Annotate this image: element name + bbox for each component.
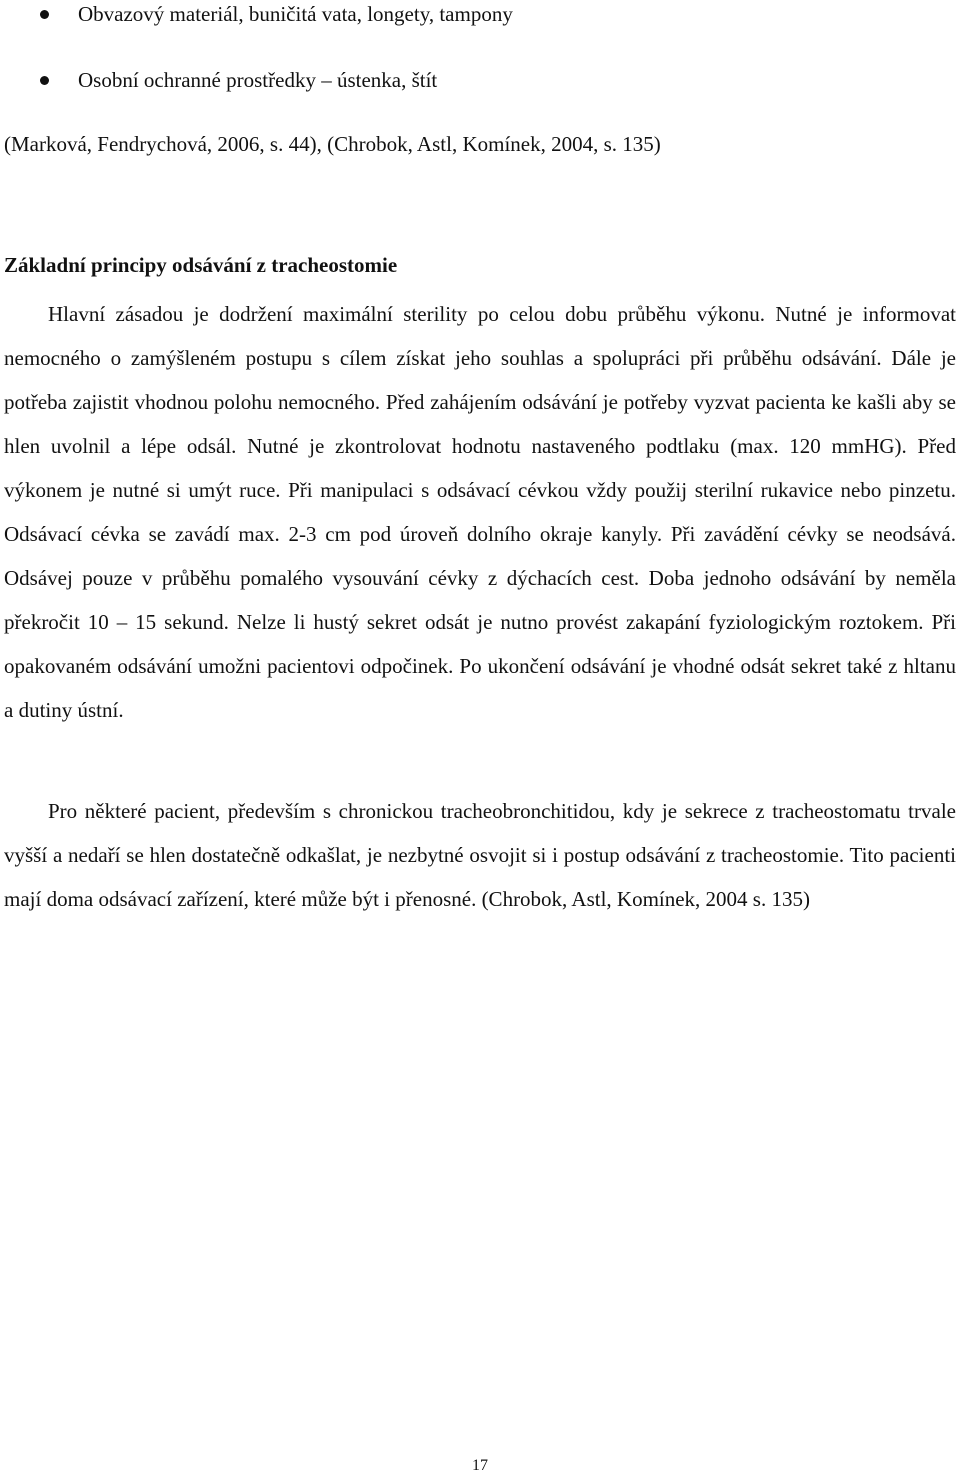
page-number: 17: [472, 1457, 488, 1474]
supply-bullet-list: [0, 0, 960, 132]
citation-text: (Marková, Fendrychová, 2006, s. 44), (Chrobok, Astl, Komínek, 2004, s. 135): [4, 132, 661, 156]
list-item: [0, 0, 960, 66]
list-item-text: Obvazový materiál, buničitá vata, longety, tampony: [78, 2, 513, 26]
body-paragraph: Hlavní zásadou je dodržení maximální sterility po celou dobu průběhu výkonu. Nutné je informovat nemocného o zamýšleném postupu s cílem získat jeho souhlas a spolupráci při průběhu odsávání. Dále je potřeba zajistit vhodnou polohu nemocného. Před zahájením odsávání je potřeby vyzvat pacienta ke kašli aby se hlen uvolnil a lépe odsál. Nutné je zkontrolovat hodnotu nastaveného podtlaku (max. 120 mmHG). Před výkonem je nutné si umýt ruce. Při manipulaci s odsávací cévkou vždy použij sterilní rukavice nebo pinzetu. Odsávací cévka se zavádí max. 2-3 cm pod úroveň dolního okraje kanyly. Při zavádění cévky se neodsává. Odsávej pouze v průběhu pomalého vysouvání cévky z dýchacích cest. Doba jednoho odsávání by neměla překročit 10 – 15 sekund. Nelze li hustý sekret odsát je nutno provést zakapání fyziologickým roztokem. Při opakovaném odsávání umožni pacientovi odpočinek. Po ukončení odsávání je vhodné odsát sekret také z hltanu a dutiny ústní.: [4, 302, 956, 722]
section-heading: Základní principy odsávání z tracheostomie: [4, 253, 398, 277]
body-paragraph: Pro některé pacient, především s chronickou tracheobronchitidou, kdy je sekrece z tracheostomatu trvale vyšší a nedaří se hlen dostatečně odkašlat, je nezbytné osvojit si i postup odsávání z tracheostomie. Tito pacienti mají doma odsávací zařízení, které může být i přenosné. (Chrobok, Astl, Komínek, 2004 s. 135): [4, 799, 956, 911]
bullet-icon: [40, 10, 49, 19]
list-item-text: Osobní ochranné prostředky – ústenka, štít: [78, 68, 438, 92]
list-item: [0, 66, 960, 132]
bullet-icon: [40, 76, 49, 85]
